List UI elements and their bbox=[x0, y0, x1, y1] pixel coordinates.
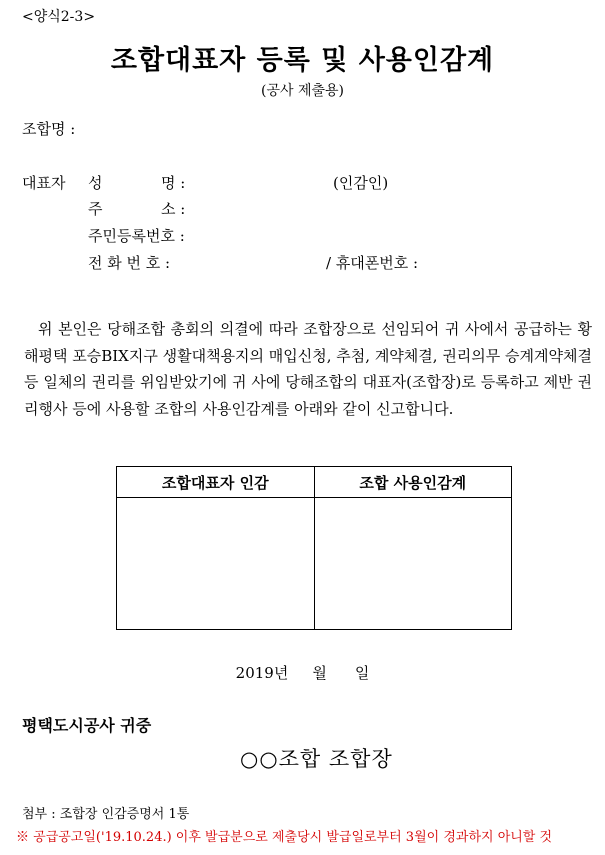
form-code: <양식2-3> bbox=[22, 9, 96, 25]
representative-seal-box bbox=[117, 498, 315, 630]
document-title: 조합대표자 등록 및 사용인감계 bbox=[110, 45, 495, 76]
seal-table-header-representative: 조합대표자 인감 bbox=[117, 467, 315, 498]
address-label-first: 주 bbox=[88, 200, 103, 218]
attachment-note: 첨부 : 조합장 인감증명서 1통 bbox=[22, 807, 190, 822]
document-subtitle: (공사 제출용) bbox=[261, 83, 344, 99]
date-line bbox=[0, 662, 605, 683]
phone-label: 전 화 번 호 : bbox=[88, 254, 171, 272]
union-name-label: 조합명 : bbox=[22, 120, 76, 138]
resident-number-label: 주민등록번호 : bbox=[88, 227, 185, 245]
address-label-second: 소 : bbox=[161, 200, 186, 218]
seal-mark-label: (인감인) bbox=[333, 174, 389, 192]
signer: ○○조합 조합장 bbox=[240, 747, 393, 771]
name-label-second: 명 : bbox=[161, 174, 186, 192]
warning-note: ※ 공급공고일('19.10.24.) 이후 발급분으로 제출당시 발급일로부터 3월이 경과하지 아니할 것 bbox=[16, 830, 553, 845]
seal-table-header-usage-seal: 조합 사용인감계 bbox=[314, 467, 512, 498]
seal-table bbox=[116, 466, 512, 630]
date-year: 2019년 bbox=[235, 664, 289, 682]
declaration-text: 위 본인은 당해조합 총회의 의결에 따라 조합장으로 선임되어 귀 사에서 공급하는 황해평택 포승BIX지구 생활대책용지의 매입신청, 추첨, 계약체결, 권리의무 승계계약체결 등 일체의 권리를 위임받았기에 귀 사에 당해조합의 대표자(조합장)로 등록하고 제반 권리행사 등에 사용할 조합의 사용인감계를 아래와 같이 신고합니다. bbox=[24, 320, 592, 418]
date-day: 일 bbox=[354, 664, 370, 682]
usage-seal-box bbox=[314, 498, 512, 630]
declaration-paragraph bbox=[24, 316, 592, 422]
addressee: 평택도시공사 귀중 bbox=[22, 716, 152, 735]
name-label-first: 성 bbox=[88, 174, 103, 192]
representative-section-label: 대표자 bbox=[22, 174, 66, 192]
date-month: 월 bbox=[312, 664, 327, 682]
mobile-label: / 휴대폰번호 : bbox=[326, 254, 419, 272]
